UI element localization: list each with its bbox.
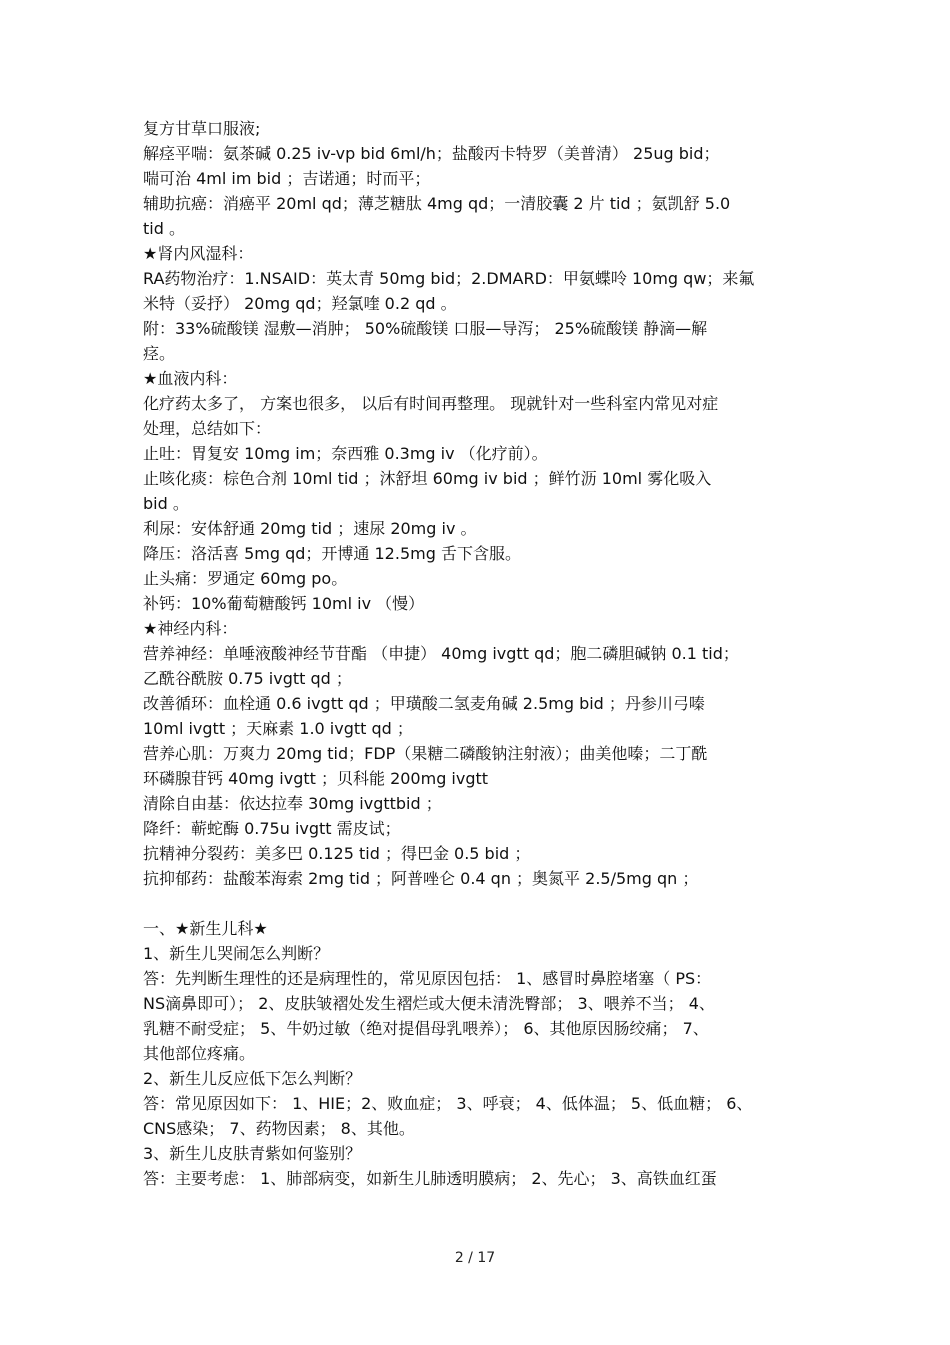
text-line: 解痉平喘：氨茶碱 0.25 iv-vp bid 6ml/h；盐酸丙卡特罗（美普清） 25ug bid；	[143, 144, 720, 163]
answer-line: 答：主要考虑： 1、肺部病变，如新生儿肺透明膜病； 2、先心； 3、高铁血红蛋	[143, 1169, 717, 1188]
answer-line: CNS感染； 7、药物因素； 8、其他。	[143, 1119, 415, 1138]
text-line: 喘可治 4ml im bid ；吉诺通；时而平；	[143, 169, 431, 188]
text-line: 抗精神分裂药：美多巴 0.125 tid ；得巴金 0.5 bid ；	[143, 844, 531, 863]
text-line: 处理，总结如下：	[143, 419, 272, 438]
text-line: 痉。	[143, 344, 176, 363]
text-line: 降纤：蕲蛇酶 0.75u ivgtt 需皮试；	[143, 819, 401, 838]
text-line: tid 。	[143, 219, 185, 238]
section-heading: 一、★新生儿科★	[143, 919, 268, 938]
document-body	[143, 116, 813, 1191]
text-line: 补钙：10%葡萄糖酸钙 10ml iv （慢）	[143, 594, 425, 613]
text-line: 乙酰谷酰胺 0.75 ivgtt qd ；	[143, 669, 352, 688]
text-line: 抗抑郁药：盐酸苯海索 2mg tid ；阿普唑仑 0.4 qn ；奥氮平 2.5/5mg qn ；	[143, 869, 699, 888]
section-heading: ★神经内科：	[143, 619, 238, 638]
text-line: 环磷腺苷钙 40mg ivgtt ；贝科能 200mg ivgtt	[143, 769, 489, 788]
answer-line: 其他部位疼痛。	[143, 1044, 256, 1063]
text-line: 营养神经：单唾液酸神经节苷酯 （申捷） 40mg ivgtt qd；胞二磷胆碱钠 0.1 tid；	[143, 644, 739, 663]
text-line: 利尿：安体舒通 20mg tid ；速尿 20mg iv 。	[143, 519, 477, 538]
question-line: 2、新生儿反应低下怎么判断？	[143, 1069, 362, 1088]
text-line: 米特（妥抒） 20mg qd；羟氯喹 0.2 qd 。	[143, 294, 457, 313]
answer-line: 答：先判断生理性的还是病理性的，常见原因包括： 1、感冒时鼻腔堵塞（ PS：	[143, 969, 712, 988]
answer-line: 乳糖不耐受症； 5、牛奶过敏（绝对提倡母乳喂养）； 6、其他原因肠绞痛； 7、	[143, 1019, 709, 1038]
text-line: 止吐：胃复安 10mg im；奈西雅 0.3mg iv （化疗前）。	[143, 444, 548, 463]
text-line: 复方甘草口服液;	[143, 119, 261, 138]
text-line: 附：33%硫酸镁 湿敷—消肿； 50%硫酸镁 口服—导泻； 25%硫酸镁 静滴—解	[143, 319, 708, 338]
text-line: RA药物治疗：1.NSAID：英太青 50mg bid；2.DMARD：甲氨蝶呤 10mg qw；来氟	[143, 269, 755, 288]
question-line: 1、新生儿哭闹怎么判断？	[143, 944, 330, 963]
page-number: 2 / 17	[454, 1250, 496, 1266]
text-line: 营养心肌：万爽力 20mg tid；FDP（果糖二磷酸钠注射液）；曲美他嗪；二丁酰	[143, 744, 708, 763]
answer-line: 答：常见原因如下： 1、HIE；2、败血症； 3、呼衰； 4、低体温； 5、低血糖； 6、	[143, 1094, 753, 1113]
text-line: 止头痛：罗通定 60mg po。	[143, 569, 348, 588]
text-line: 清除自由基：依达拉奉 30mg ivgttbid ；	[143, 794, 442, 813]
section-heading: ★血液内科：	[143, 369, 238, 388]
text-line: 化疗药太多了， 方案也很多， 以后有时间再整理。 现就针对一些科室内常见对症	[143, 394, 719, 413]
text-line: 改善循环：血栓通 0.6 ivgtt qd ；甲璜酸二氢麦角碱 2.5mg bid ；丹参川弓嗪	[143, 694, 705, 713]
text-line: 10ml ivgtt ；天麻素 1.0 ivgtt qd ；	[143, 719, 413, 738]
blank-line	[143, 891, 813, 916]
text-line: bid 。	[143, 494, 189, 513]
text-line: 辅助抗癌：消癌平 20ml qd；薄芝糖肽 4mg qd；一清胶囊 2 片 tid ；氨凯舒 5.0	[143, 194, 731, 213]
answer-line: NS滴鼻即可）； 2、皮肤皱褶处发生褶烂或大便未清洗臀部； 3、喂养不当； 4、	[143, 994, 715, 1013]
text-line: 降压：洛活喜 5mg qd；开博通 12.5mg 舌下含服。	[143, 544, 521, 563]
question-line: 3、新生儿皮肤青紫如何鉴别？	[143, 1144, 362, 1163]
text-line: 止咳化痰：棕色合剂 10ml tid ；沐舒坦 60mg iv bid ；鲜竹沥 10ml 雾化吸入	[143, 469, 712, 488]
section-heading: ★肾内风湿科：	[143, 244, 254, 263]
